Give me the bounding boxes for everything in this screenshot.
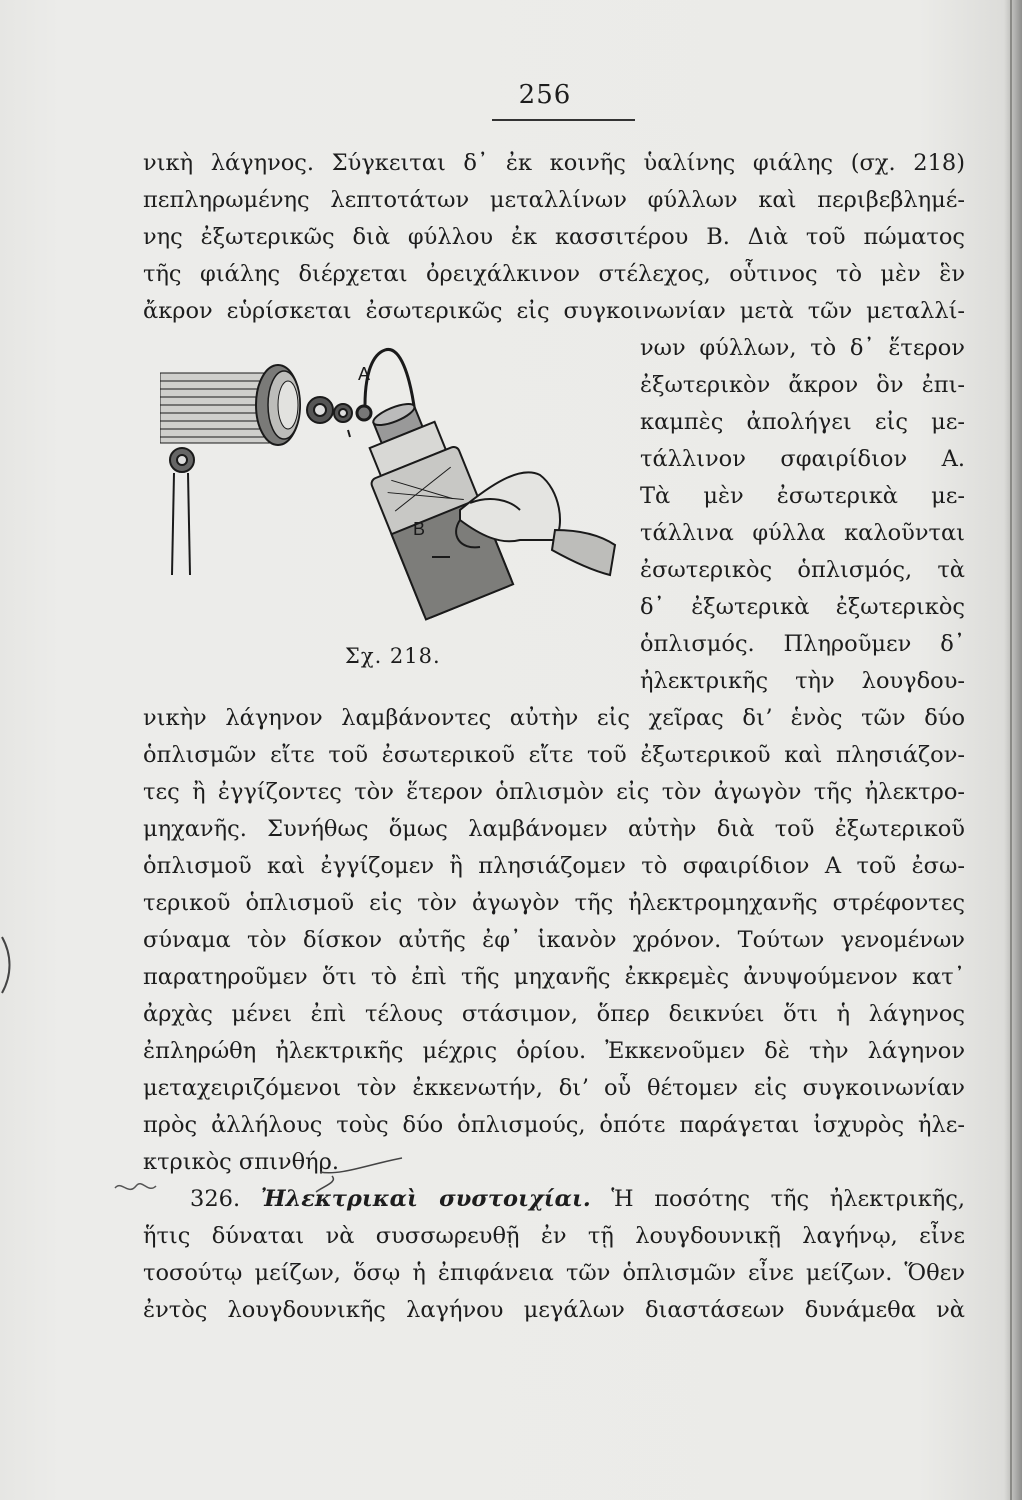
handwritten-scribble — [110, 1150, 410, 1210]
text-line-17: ὁπλισμῶν εἴτε τοῦ ἐσωτερικοῦ εἴτε τοῦ ἐξωτερικοῦ καὶ πλησιάζον- — [143, 742, 965, 768]
text-line-2: πεπληρωμένης λεπτοτάτων μεταλλίνων φύλλων καὶ περιβεβλημέ- — [143, 187, 965, 213]
section-line-2: τοσούτῳ μείζων, ὅσῳ ἡ ἐπιφάνεια τῶν ὁπλισμῶν εἶνε μείζων. Ὅθεν — [143, 1260, 965, 1286]
text-line-18: τες ἢ ἐγγίζοντες τὸν ἕτερον ὁπλισμὸν εἰς τὸν ἀγωγὸν τῆς ἠλεκτρο- — [143, 779, 965, 805]
section-first-line: Ἡ ποσότης τῆς ἠλεκτρικῆς, — [611, 1186, 965, 1212]
section-line-3: ἐντὸς λουγδουνικῆς λαγήνου μεγάλων διαστάσεων δυνάμεθα νὰ — [143, 1297, 965, 1323]
text-line-26: μεταχειριζόμενοι τὸν ἐκκενωτήν, διʼ οὗ θέτομεν εἰς συγκοινωνίαν — [143, 1075, 965, 1101]
label-b: B — [413, 519, 426, 539]
section-line-1: ἥτις δύναται νὰ συσσωρευθῇ ἐν τῇ λουγδουνικῇ λαγήνῳ, εἶνε — [143, 1223, 965, 1249]
header-rule — [492, 119, 635, 121]
section-number: 326. — [190, 1186, 241, 1212]
text-line-14: ὁπλισμός. Πληροῦμεν δ᾽ — [640, 631, 965, 657]
text-line-16: νικὴν λάγηνον λαμβάνοντες αὐτὴν εἰς χεῖρας διʼ ἑνὸς τῶν δύο — [143, 705, 965, 731]
text-line-7: ἐξωτερικὸν ἄκρον ὃν ἐπι- — [640, 372, 965, 398]
text-line-3: νης ἐξωτερικῶς διὰ φύλλου ἐκ κασσιτέρου Β. Διὰ τοῦ πώματος — [143, 224, 965, 250]
text-line-1: νικὴ λάγηνος. Σύγκειται δ᾽ ἐκ κοινῆς ὑαλίνης φιάλης (σχ. 218) — [143, 150, 965, 176]
text-line-8: καμπὲς ἀπολήγει εἰς με- — [640, 409, 965, 435]
text-line-13: δ᾽ ἐξωτερικὰ ἐξωτερικὸς — [640, 594, 965, 620]
margin-mark — [0, 935, 16, 995]
conductor-stand — [170, 448, 194, 575]
conductor-cylinder — [160, 365, 300, 445]
text-line-20: ὁπλισμοῦ καὶ ἐγγίζομεν ἢ πλησιάζομεν τὸ σφαιρίδιον Α τοῦ ἐσω- — [143, 853, 965, 879]
text-line-9: τάλλινον σφαιρίδιον Α. — [640, 446, 965, 472]
page-number: 256 — [518, 80, 572, 110]
text-line-24: ἀρχὰς μένει ἐπὶ τέλους στάσιμον, ὅπερ δεικνύει ὅτι ἡ λάγηνος — [143, 1001, 965, 1027]
label-a: A — [358, 364, 371, 384]
text-line-22: σύναμα τὸν δίσκον αὐτῆς ἐφ᾽ ἱκανὸν χρόνον. Τούτων γενομένων — [143, 927, 965, 953]
figure-leyden-jar — [160, 335, 640, 635]
text-line-28: κτρικὸς σπινθήρ. — [143, 1149, 339, 1175]
text-line-12: ἐσωτερικὸς ὁπλισμός, τὰ — [640, 557, 965, 583]
conductor-balls — [307, 397, 352, 423]
text-line-23: παρατηροῦμεν ὅτι τὸ ἐπὶ τῆς μηχανῆς ἐκκρεμὲς ἀνυψούμενον κατ᾽ — [143, 964, 965, 990]
text-line-4: τῆς φιάλης διέρχεται ὀρειχάλκινον στέλεχος, οὗτινος τὸ μὲν ἓν — [143, 261, 965, 287]
figure-caption: Σχ. 218. — [345, 644, 441, 668]
page-edge-shadow — [1004, 0, 1022, 1500]
text-line-25: ἐπληρώθη ἠλεκτρικῆς μέχρις ὁρίου. Ἐκκενοῦμεν δὲ τὴν λάγηνον — [143, 1038, 965, 1064]
text-line-11: τάλλινα φύλλα καλοῦνται — [640, 520, 965, 546]
text-line-19: μηχανῆς. Συνήθως ὅμως λαμβάνομεν αὐτὴν διὰ τοῦ ἐξωτερικοῦ — [143, 816, 965, 842]
text-line-27: πρὸς ἀλλήλους τοὺς δύο ὁπλισμούς, ὁπότε παράγεται ἰσχυρὸς ἠλε- — [143, 1112, 965, 1138]
text-line-15: ἠλεκτρικῆς τὴν λουγδου- — [640, 668, 965, 694]
section-title: Ἠλεκτρικαὶ συστοιχίαι. — [260, 1186, 591, 1212]
text-line-6: νων φύλλων, τὸ δ᾽ ἕτερον — [640, 335, 965, 361]
text-line-21: τερικοῦ ὁπλισμοῦ εἰς τὸν ἀγωγὸν τῆς ἠλεκτρομηχανῆς στρέφοντες — [143, 890, 965, 916]
text-line-10: Τὰ μὲν ἐσωτερικὰ με- — [640, 483, 965, 509]
text-line-5: ἄκρον εὑρίσκεται ἐσωτερικῶς εἰς συγκοινωνίαν μετὰ τῶν μεταλλί- — [143, 298, 965, 324]
